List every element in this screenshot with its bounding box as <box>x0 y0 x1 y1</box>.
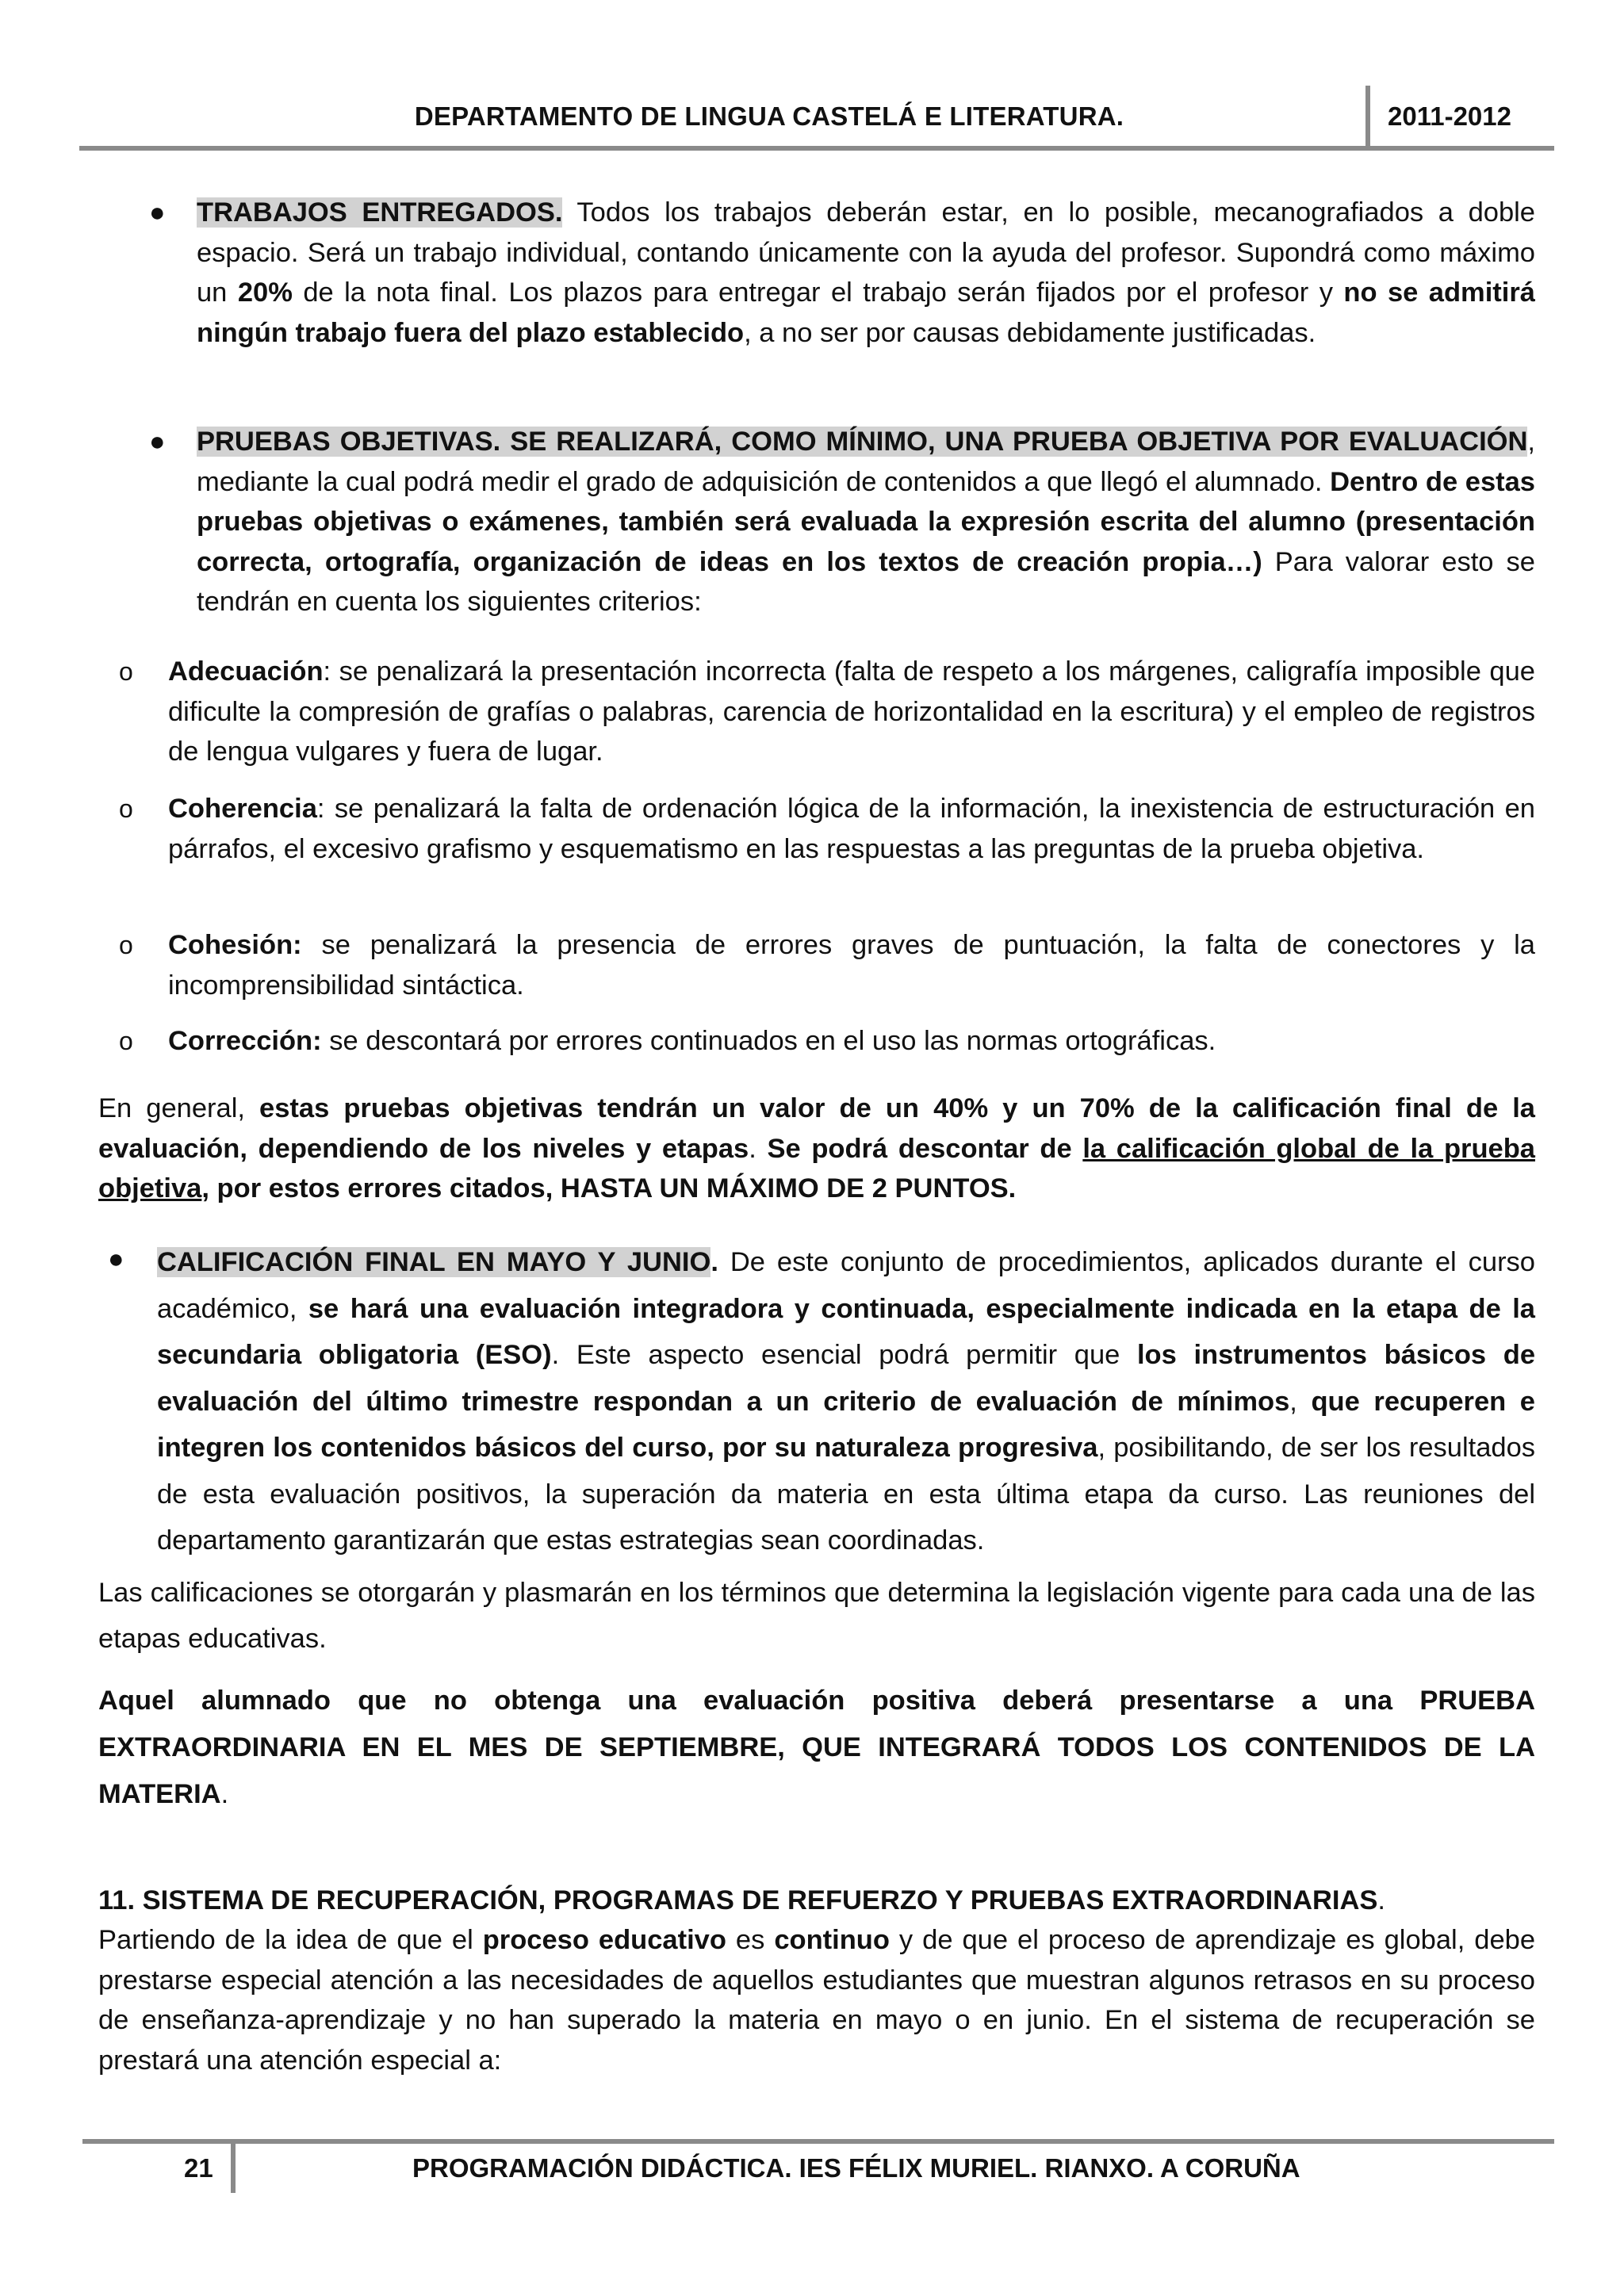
bullet-pruebas: PRUEBAS OBJETIVAS. SE REALIZARÁ, COMO MÍNIMO, UNA PRUEBA OBJETIVA POR EVALUACIÓN, mediante la cual podrá medir el grado de adquisición de contenidos a que llegó el alumnado. Dentro de estas pruebas objetivas o exámenes, también será evaluada la expresión escrita del alumno (presentación correcta, ortografía, organización de ideas en los textos de creación propia…) Para valorar esto se tendrán en cuenta los siguientes criterios: <box>197 427 1535 617</box>
criterion-adecuacion: Adecuación: se penalizará la presentación incorrecta (falta de respeto a los márgenes, caligrafía imposible que dificulte la compresión de grafías o palabras, carencia de horizontalidad en la escritura) y el empleo de registros de lengua vulgares y fuera de lugar. <box>168 656 1535 767</box>
bullet-icon: ● <box>108 1244 124 1274</box>
circle-bullet-icon: o <box>119 657 133 686</box>
bullet-calificacion: CALIFICACIÓN FINAL EN MAYO Y JUNIO. De este conjunto de procedimientos, aplicados durante el curso académico, se hará una evaluación integradora y continuada, especialmente indicada en la etapa de la secundaria obligatoria (ESO). Este aspecto esencial podrá permitir que los instrumentos básicos de evaluación del último trimestre respondan a un criterio de evaluación de mínimos, que recuperen e integren los contenidos básicos del curso, por su naturaleza progresiva, posibilitando, de ser los resultados de esta evaluación positivos, la superación da materia en esta última etapa da curso. Las reuniones del departamento garantizarán que estas estrategias sean coordinadas. <box>157 1247 1536 1556</box>
bullet-icon: ● <box>149 427 166 457</box>
footer-divider <box>231 2141 236 2193</box>
circle-bullet-icon: o <box>119 931 133 959</box>
header-divider <box>1365 86 1370 147</box>
calificacion-heading: CALIFICACIÓN FINAL EN MAYO Y JUNIO <box>157 1247 711 1277</box>
criterion-cohesion: Cohesión: se penalizará la presencia de errores graves de puntuación, la falta de conectores y la incomprensibilidad sintáctica. <box>168 930 1535 1001</box>
header-year: 2011-2012 <box>1388 101 1511 131</box>
footer-title: PROGRAMACIÓN DIDÁCTICA. IES FÉLIX MURIEL. RIANXO. A CORUÑA <box>412 2153 1300 2183</box>
footer-rule <box>82 2139 1554 2144</box>
circle-bullet-icon: o <box>119 794 133 823</box>
page-number: 21 <box>184 2153 213 2183</box>
pruebas-heading: PRUEBAS OBJETIVAS. SE REALIZARÁ, COMO MÍNIMO, UNA PRUEBA OBJETIVA POR EVALUACIÓN <box>197 427 1528 457</box>
calificaciones-paragraph: Las calificaciones se otorgarán y plasmarán en los términos que determina la legislación vigente para cada una de las etapas educativas. <box>98 1578 1535 1654</box>
bullet-icon: ● <box>149 197 166 228</box>
header-title: DEPARTAMENTO DE LINGUA CASTELÁ E LITERATURA. <box>414 101 1124 131</box>
header-rule <box>79 146 1554 151</box>
trabajos-heading: TRABAJOS ENTREGADOS. <box>197 197 563 228</box>
section-11-paragraph: Partiendo de la idea de que el proceso educativo es continuo y de que el proceso de aprendizaje es global, debe prestarse especial atención a las necesidades de aquellos estudiantes que muestran algunos retrasos en su proceso de enseñanza-aprendizaje y no han superado la materia en mayo o en junio. En el sistema de recuperación se prestará una atención especial a: <box>98 1925 1536 2076</box>
criterion-coherencia: Coherencia: se penalizará la falta de ordenación lógica de la información, la inexistencia de estructuración en párrafos, el excesivo grafismo y esquematismo en las respuestas a las preguntas de la prueba objetiva. <box>168 794 1535 864</box>
criterion-correccion: Corrección: se descontará por errores continuados en el uso las normas ortográficas. <box>168 1026 1216 1056</box>
aquel-paragraph: Aquel alumnado que no obtenga una evaluación positiva deberá presentarse a una PRUEBA EXTRAORDINARIA EN EL MES DE SEPTIEMBRE, QUE INTEGRARÁ TODOS LOS CONTENIDOS DE LA MATERIA. <box>98 1686 1535 1809</box>
general-paragraph: En general, estas pruebas objetivas tendrán un valor de un 40% y un 70% de la calificación final de la evaluación, dependiendo de los niveles y etapas. Se podrá descontar de la calificación global de la prueba objetiva, por estos errores citados, HASTA UN MÁXIMO DE 2 PUNTOS. <box>98 1093 1535 1203</box>
bullet-trabajos: TRABAJOS ENTREGADOS. Todos los trabajos deberán estar, en lo posible, mecanografiados a doble espacio. Será un trabajo individual, contando únicamente con la ayuda del profesor. Supondrá como máximo un 20% de la nota final. Los plazos para entregar el trabajo serán fijados por el profesor y no se admitirá ningún trabajo fuera del plazo establecido, a no ser por causas debidamente justificadas. <box>197 197 1535 348</box>
section-11-heading: 11. SISTEMA DE RECUPERACIÓN, PROGRAMAS DE REFUERZO Y PRUEBAS EXTRAORDINARIAS. <box>98 1885 1386 1915</box>
circle-bullet-icon: o <box>119 1027 133 1055</box>
